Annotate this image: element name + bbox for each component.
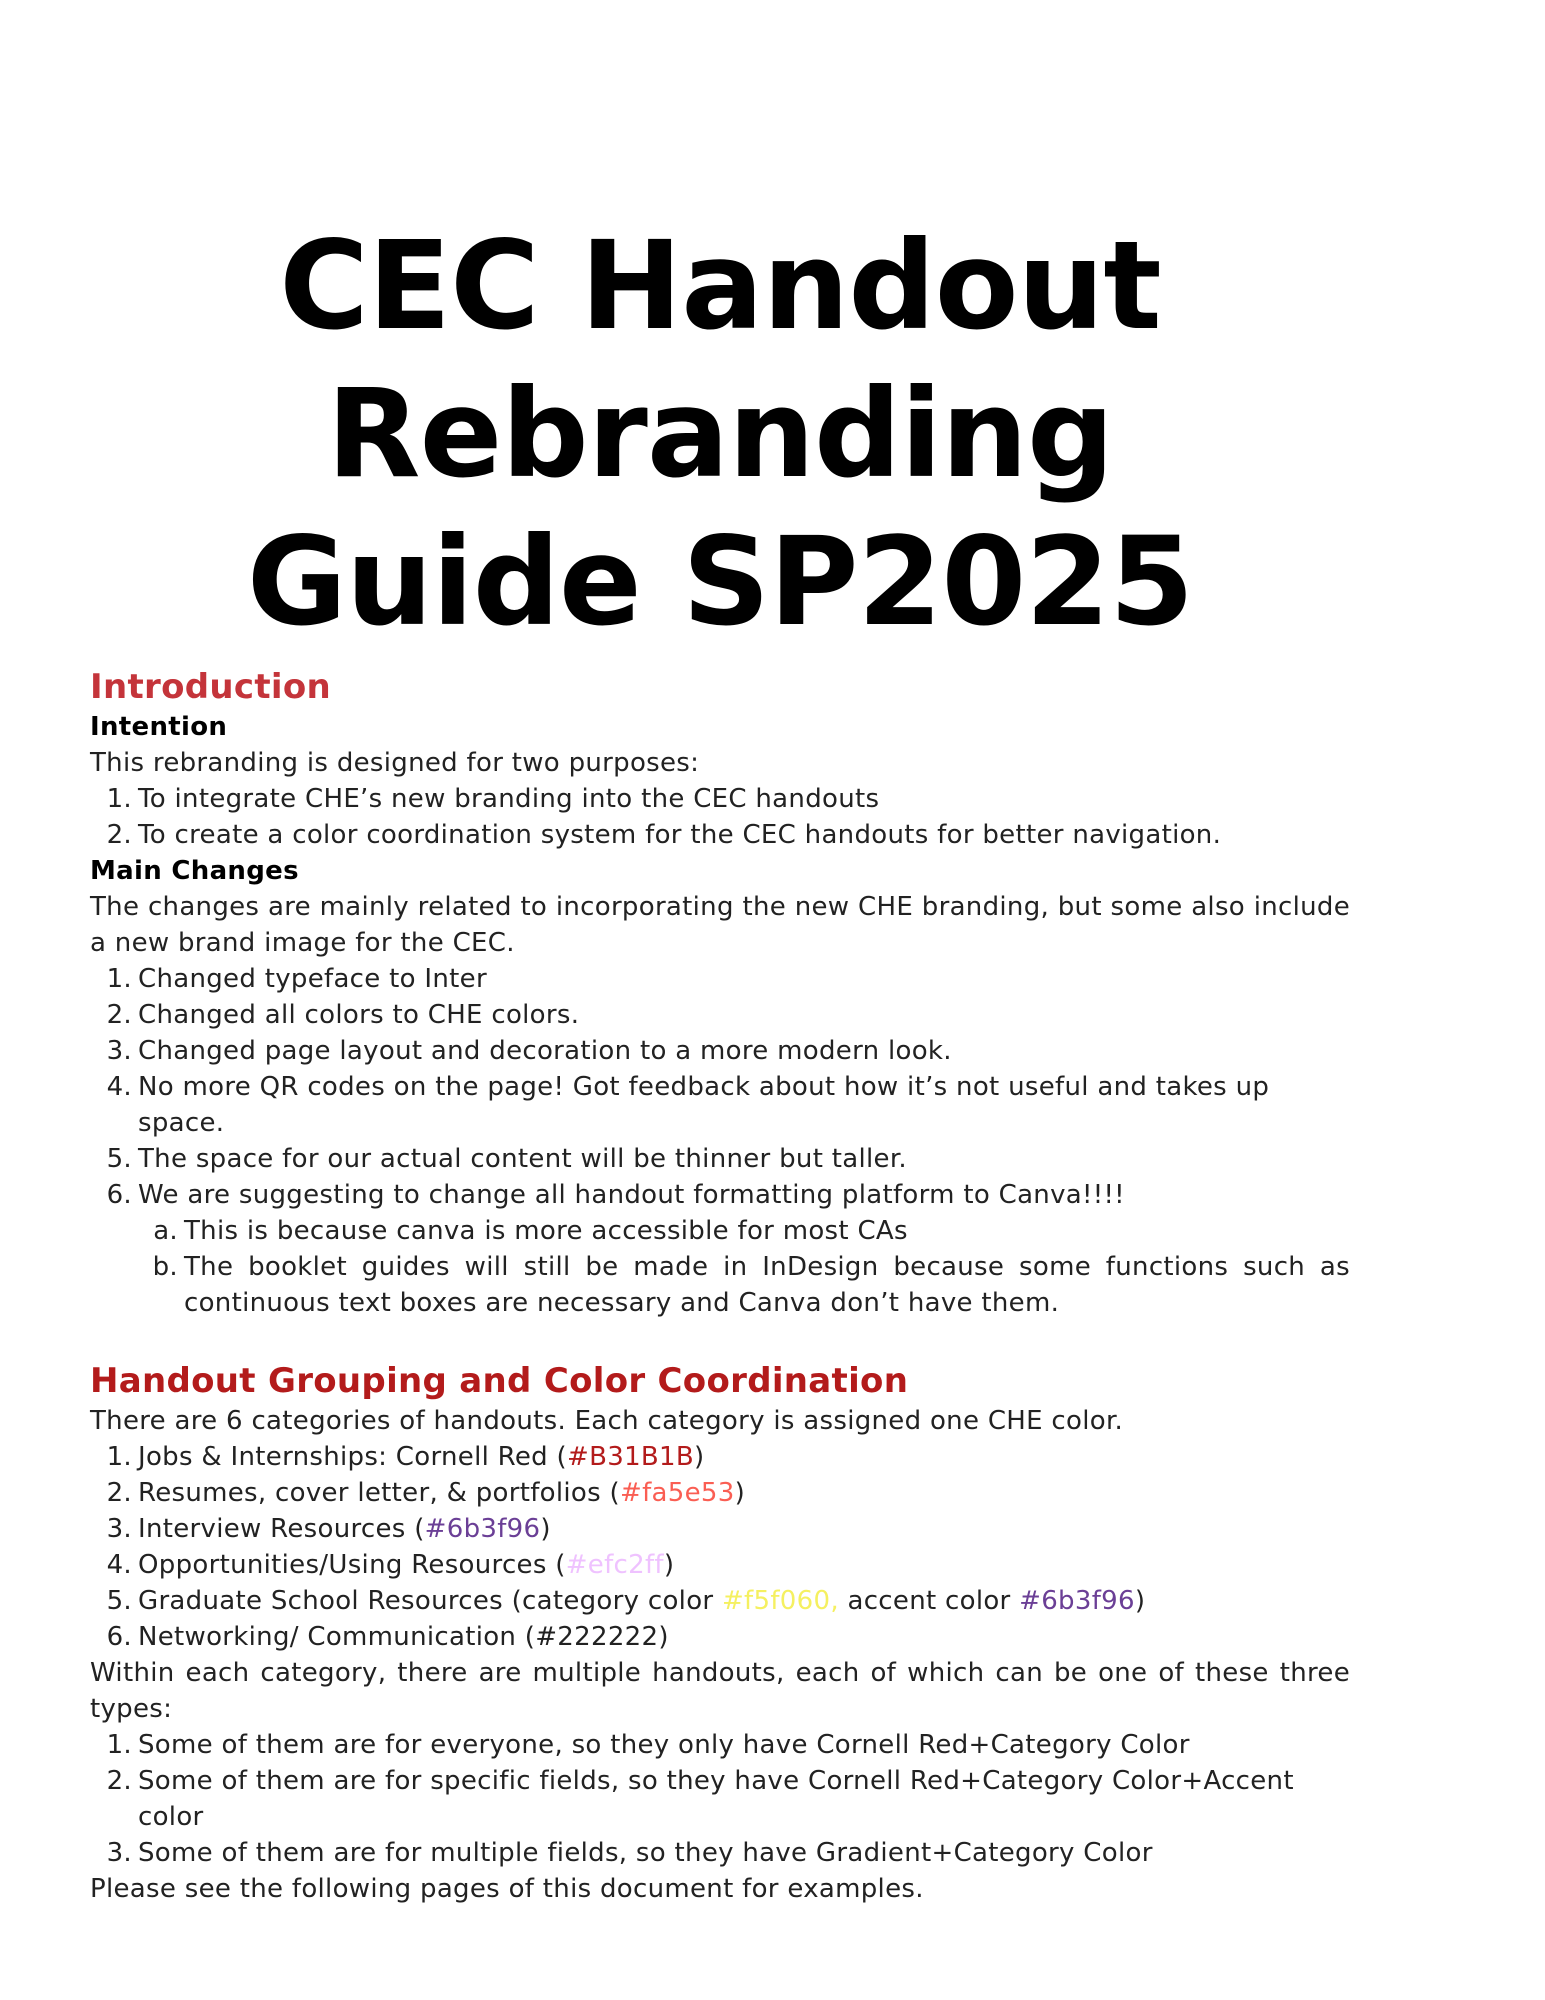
list-marker: 1. — [106, 964, 132, 994]
list-marker: 1. — [106, 784, 132, 814]
category-item — [90, 1583, 1350, 1619]
list-item — [90, 1727, 1350, 1763]
list-item — [90, 1177, 1350, 1213]
list-marker: b. — [152, 1252, 178, 1282]
list-item-text: No more QR codes on the page! Got feedback about how it’s not useful and takes up space. — [138, 1072, 1270, 1138]
category-text-end: ) — [734, 1478, 746, 1508]
list-marker: 2. — [106, 820, 132, 850]
main-changes-text: The changes are mainly related to incorporating the new CHE branding, but some also include a new brand image for the CEC. — [90, 892, 1350, 958]
list-marker: 1. — [106, 1730, 132, 1760]
category-text-end: ) — [694, 1442, 705, 1472]
category-item — [90, 1511, 1350, 1547]
category-text: Graduate School Resources (category color — [138, 1586, 722, 1616]
category-text-end: ) — [663, 1550, 675, 1580]
list-item — [90, 781, 1350, 817]
list-marker: 1. — [106, 1442, 132, 1472]
list-marker: 3. — [106, 1838, 132, 1868]
list-marker: 3. — [106, 1514, 132, 1544]
sub-list-item — [90, 1213, 1350, 1249]
introduction-heading: Introduction — [90, 667, 332, 707]
category-text: Opportunities/Using Resources ( — [138, 1550, 566, 1580]
list-marker: 2. — [106, 1000, 132, 1030]
list-marker: 6. — [106, 1622, 132, 1652]
main-changes-sublist — [90, 1213, 1350, 1321]
main-changes-list — [90, 961, 1350, 1213]
category-text: Interview Resources ( — [138, 1514, 425, 1544]
main-changes-heading: Main Changes — [90, 856, 299, 886]
sub-list-item — [90, 1249, 1350, 1321]
list-marker: 2. — [106, 1478, 132, 1508]
list-marker: 5. — [106, 1144, 132, 1174]
list-item-text: To create a color coordination system for the CEC handouts for better navigation. — [138, 820, 1222, 850]
list-item — [90, 1763, 1350, 1835]
category-text-end: ) — [1134, 1586, 1146, 1616]
title-line-1: CEC Handout — [279, 215, 1161, 357]
list-marker: a. — [153, 1216, 178, 1246]
list-item — [90, 817, 1350, 853]
list-marker: 4. — [106, 1072, 132, 1102]
title-line-3: Guide SP2025 — [246, 511, 1194, 653]
color-code: #B31B1B — [567, 1442, 695, 1472]
list-item-text: Changed typeface to Inter — [138, 964, 487, 994]
category-item — [90, 1619, 1350, 1655]
types-list — [90, 1727, 1350, 1871]
document-body — [90, 665, 1350, 1907]
category-text: Jobs & Internships: Cornell Red ( — [138, 1442, 567, 1472]
grouping-heading: Handout Grouping and Color Coordination — [90, 1361, 909, 1401]
color-code: #f5f060, — [721, 1586, 839, 1616]
title-line-2: Rebranding — [326, 363, 1114, 505]
list-marker: 6. — [106, 1180, 132, 1210]
list-item-text: The booklet guides will still be made in InDesign because some functions such as continuous text boxes are necessary and Canva don’t have them. — [184, 1252, 1350, 1318]
category-item — [90, 1439, 1350, 1475]
color-code: #efc2ff — [565, 1550, 664, 1580]
grouping-intro: There are 6 categories of handouts. Each category is assigned one CHE color. — [90, 1406, 1124, 1436]
types-intro: Within each category, there are multiple handouts, each of which can be one of these three types: — [90, 1658, 1350, 1724]
category-item — [90, 1547, 1350, 1583]
grouping-section — [90, 1359, 1350, 1907]
list-item — [90, 1033, 1350, 1069]
list-item-text: To integrate CHE’s new branding into the CEC handouts — [138, 784, 880, 814]
color-code: #fa5e53 — [619, 1478, 735, 1508]
intention-heading: Intention — [90, 712, 228, 742]
introduction-section — [90, 665, 1350, 1321]
list-item — [90, 997, 1350, 1033]
list-item-text: Some of them are for multiple fields, so they have Gradient+Category Color — [138, 1838, 1153, 1868]
list-item-text: Some of them are for specific fields, so they have Cornell Red+Category Color+Accent color — [138, 1766, 1294, 1832]
list-item-text: Some of them are for everyone, so they only have Cornell Red+Category Color — [138, 1730, 1190, 1760]
list-marker: 3. — [106, 1036, 132, 1066]
color-code: #6b3f96 — [424, 1514, 541, 1544]
intention-list — [90, 781, 1350, 853]
list-item-text: The space for our actual content will be thinner but taller. — [138, 1144, 907, 1174]
list-marker: 5. — [106, 1586, 132, 1616]
category-list — [90, 1439, 1350, 1655]
page-title — [0, 212, 1440, 656]
list-marker: 2. — [106, 1766, 132, 1796]
list-item — [90, 1069, 1350, 1141]
category-text: Resumes, cover letter, & portfolios ( — [138, 1478, 620, 1508]
list-item-text: Changed page layout and decoration to a more modern look. — [138, 1036, 952, 1066]
list-item-text: Changed all colors to CHE colors. — [138, 1000, 580, 1030]
intention-text: This rebranding is designed for two purposes: — [90, 748, 700, 778]
list-item — [90, 1141, 1350, 1177]
list-marker: 4. — [106, 1550, 132, 1580]
closing-text: Please see the following pages of this document for examples. — [90, 1874, 924, 1904]
list-item-text: This is because canva is more accessible for most CAs — [184, 1216, 908, 1246]
category-text-end: ) — [540, 1514, 551, 1544]
category-text: Networking/ Communication (#222222) — [138, 1622, 669, 1652]
category-text-mid: accent color — [838, 1586, 1020, 1616]
list-item-text: We are suggesting to change all handout formatting platform to Canva!!!! — [138, 1180, 1125, 1210]
list-item — [90, 961, 1350, 997]
list-item — [90, 1835, 1350, 1871]
accent-color-code: #6b3f96 — [1019, 1586, 1135, 1616]
category-item — [90, 1475, 1350, 1511]
